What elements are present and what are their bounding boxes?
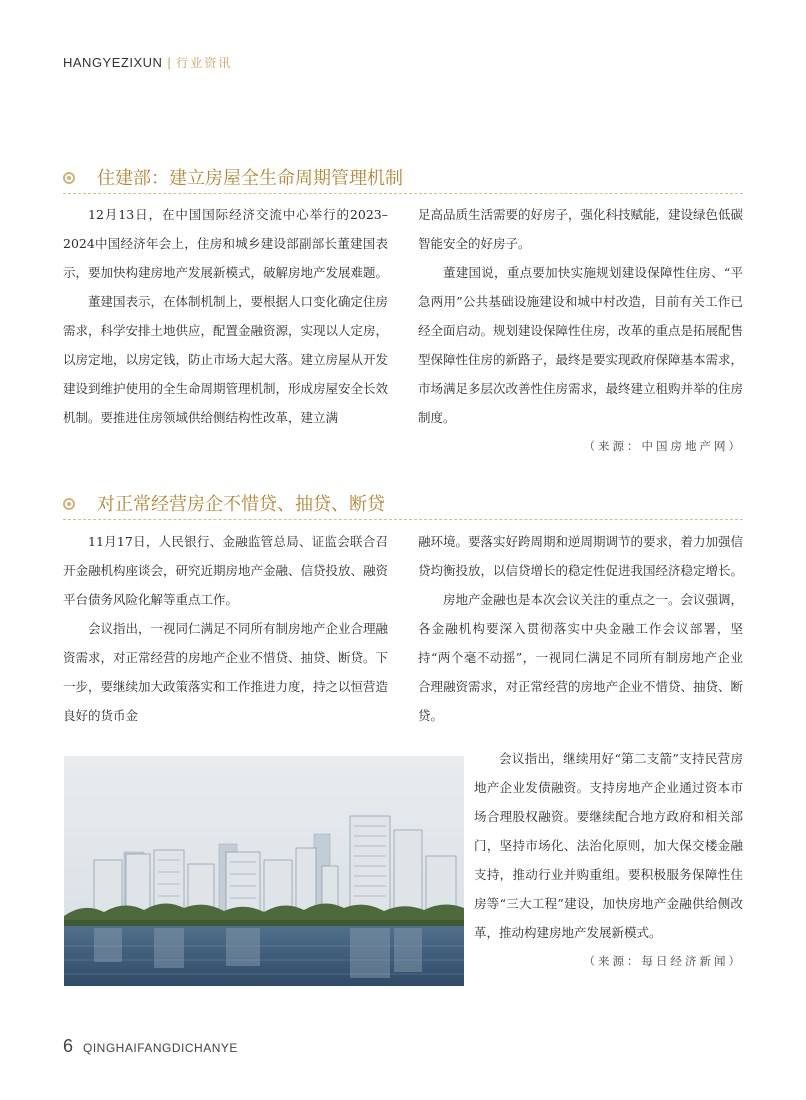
section-heading-2: [63, 492, 743, 522]
circle-bullet-icon: [63, 172, 75, 184]
source-credit: （来源：每日经济新闻）: [583, 954, 743, 968]
source-credit: （来源：中国房地产网）: [583, 439, 743, 453]
paragraph: 会议指出，继续用好“第二支箭”支持民营房地产企业发债融资。支持房地产企业通过资本市场合理股权融资。要继续配合地方政府和相关部门，坚持市场化、法治化原则，加大保交楼金融支持，推动行业并购重组。要积极服务保障性住房等“三大工程”建设，加快房地产金融供给侧改革，推动构建房地产发展新模式。: [474, 751, 743, 940]
paragraph: 董建国表示，在体制机制上，要根据人口变化确定住房需求，科学安排土地供应，配置金融资源，实现以人定房，以房定地，以房定钱，防止市场大起大落。建立房屋从开发建设到维护使用的全生命周期管理机制，形成房屋安全长效机制。要推进住房领域供给侧结构性改革，建立满: [63, 294, 389, 425]
paragraph: 会议指出，一视同仁满足不同所有制房地产企业合理融资需求，对正常经营的房地产企业不惜贷、抽贷、断贷。下一步，要继续加大政策落实和工作推进力度，持之以恒营造良好的货币金: [63, 621, 389, 723]
city-skyline-photo: [64, 756, 464, 986]
paragraph: 12月13日，在中国国际经济交流中心举行的2023–2024中国经济年会上，住房和城乡建设部副部长董建国表示，要加快构建房地产发展新模式，破解房地产发展难题。: [63, 207, 389, 280]
section2-lower-right-column: [474, 744, 743, 976]
magazine-name: QINGHAIFANGDICHANYE: [83, 1041, 238, 1055]
section-title: 住建部：建立房屋全生命周期管理机制: [97, 168, 403, 189]
section2-left-column: [63, 527, 388, 730]
section1-left-column: [63, 200, 388, 432]
header-separator: |: [167, 55, 172, 70]
section2-right-column: [418, 527, 743, 730]
paragraph: 董建国说，重点要加快实施规划建设保障性住房、“平急两用”公共基础设施建设和城中村改造，目前有关工作已经全面启动。规划建设保障性住房，改革的重点是拓展配售型保障性住房的新路子，最终是要实现政府保障基本需求，市场满足多层次改善性住房需求，最终建立租购并举的住房制度。: [418, 265, 744, 425]
dashed-divider: [63, 193, 743, 194]
paragraph: 足高品质生活需要的好房子，强化科技赋能，建设绿色低碳智能安全的好房子。: [418, 207, 744, 251]
page-number: 6: [63, 1036, 74, 1056]
page-footer: [63, 1036, 238, 1057]
paragraph: 房地产金融也是本次会议关注的重点之一。会议强调，各金融机构要深入贯彻落实中央金融工作会议部署，坚持“两个毫不动摇”，一视同仁满足不同所有制房地产企业合理融资需求，对正常经营的房地产企业不惜贷、抽贷、断贷。: [418, 592, 744, 723]
header-category: 行业资讯: [176, 56, 233, 70]
section-heading-1: [63, 166, 743, 196]
section1-right-column: [418, 200, 743, 461]
header-brand: HANGYEZIXUN: [63, 55, 163, 70]
dashed-divider: [63, 519, 743, 520]
paragraph: 11月17日，人民银行、金融监管总局、证监会联合召开金融机构座谈会，研究近期房地产金融、信贷投放、融资平台债务风险化解等重点工作。: [63, 534, 389, 607]
paragraph: 融环境。要落实好跨周期和逆周期调节的要求，着力加强信贷均衡投放，以信贷增长的稳定性促进我国经济稳定增长。: [418, 534, 744, 578]
circle-bullet-icon: [63, 498, 75, 510]
skyline-image: [64, 756, 464, 986]
running-header: [63, 54, 232, 71]
section-title: 对正常经营房企不惜贷、抽贷、断贷: [97, 494, 385, 515]
